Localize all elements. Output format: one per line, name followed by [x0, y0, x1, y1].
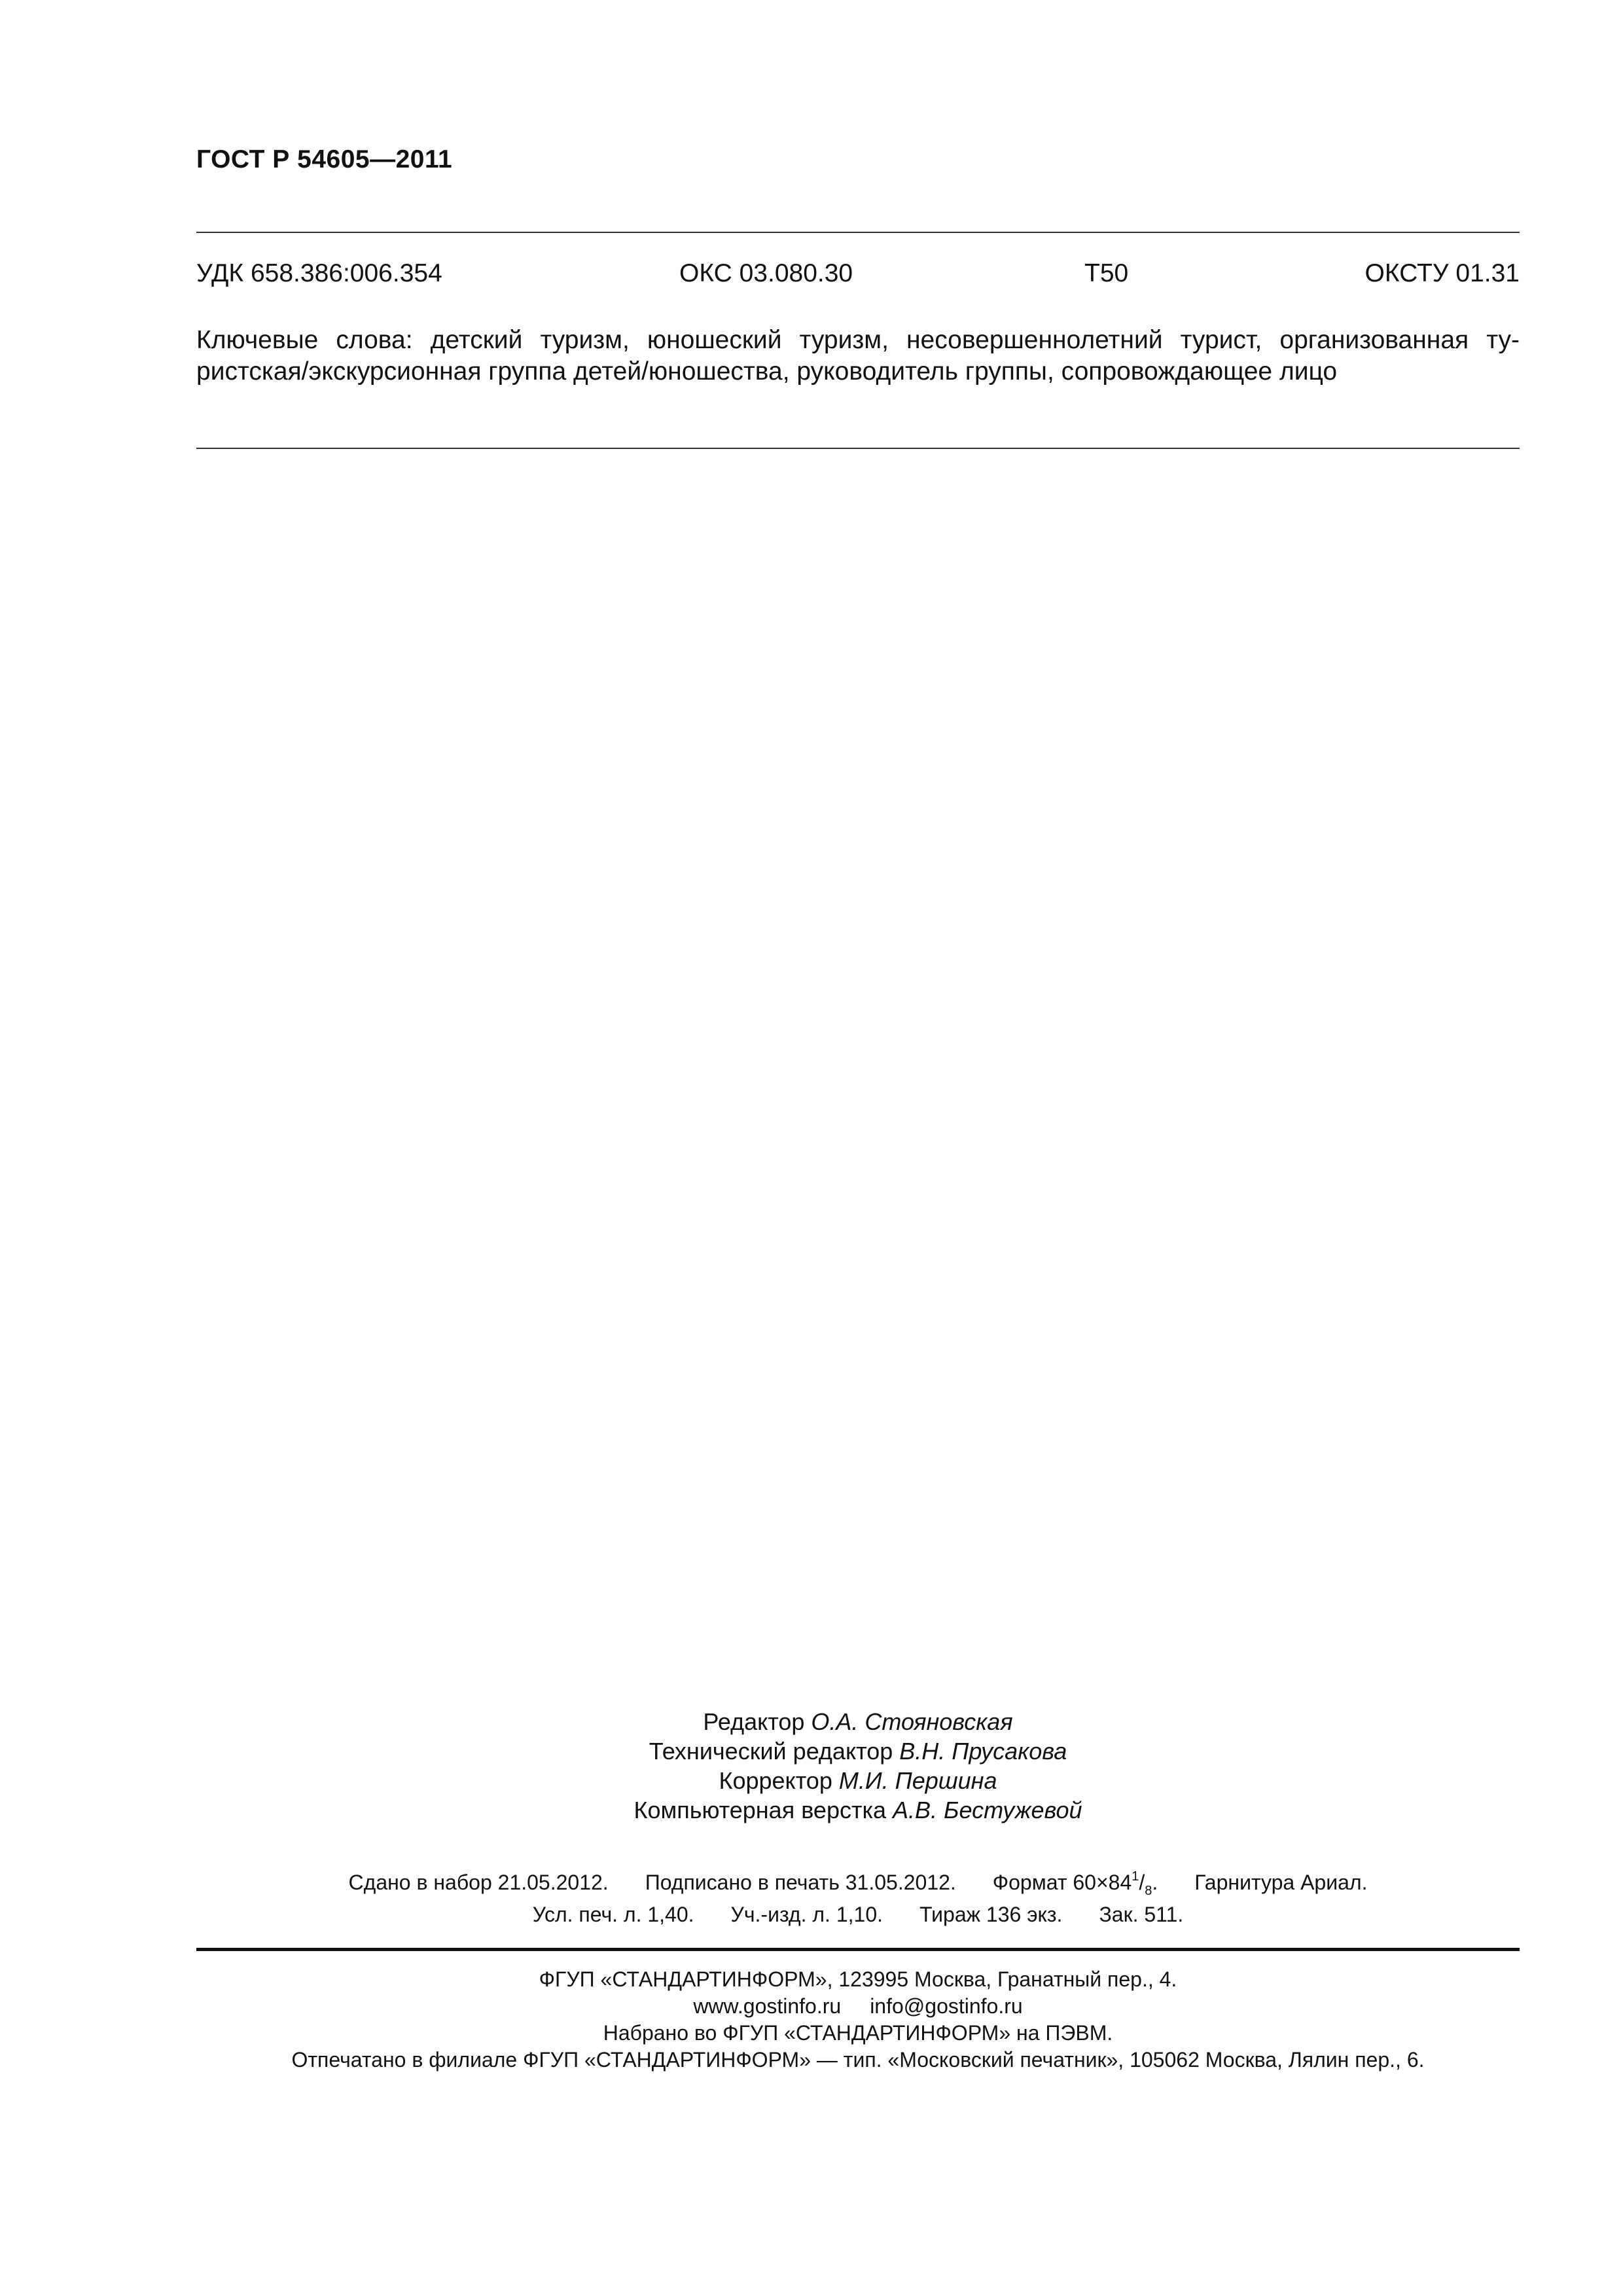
format-end: .	[1152, 1871, 1158, 1894]
typeface: Гарнитура Ариал.	[1194, 1871, 1368, 1894]
print-info-line-2	[196, 1903, 1520, 1927]
format-slash: /	[1139, 1871, 1145, 1894]
oks-code: ОКС 03.080.30	[679, 259, 853, 287]
credit-editor	[196, 1708, 1520, 1736]
credit-name: В.Н. Прусакова	[899, 1738, 1067, 1765]
credit-name: М.И. Першина	[838, 1767, 997, 1794]
print-sheets: Усл. печ. л. 1,40.	[532, 1903, 694, 1926]
signed-date: Подписано в печать 31.05.2012.	[645, 1871, 956, 1894]
credit-technical-editor	[196, 1738, 1520, 1765]
keywords-line-2: ристская/экскурсионная группа детей/юношества, руководитель группы, сопровождающее лицо	[196, 357, 1338, 386]
credit-role: Корректор	[719, 1767, 832, 1794]
top-divider	[196, 232, 1520, 233]
circulation: Тираж 136 экз.	[919, 1903, 1063, 1926]
paper-format	[992, 1869, 1158, 1898]
credit-role: Редактор	[703, 1708, 805, 1735]
print-info-line-1	[196, 1869, 1520, 1898]
submitted-date: Сдано в набор 21.05.2012.	[348, 1871, 609, 1894]
keywords-line-1: Ключевые слова: детский туризм, юношеский туризм, несовершеннолетний турист, организованная ту-	[196, 326, 1520, 354]
document-code: ГОСТ Р 54605—2011	[196, 145, 453, 173]
publisher-email: info@gostinfo.ru	[870, 1994, 1023, 2018]
udk-code: УДК 658.386:006.354	[196, 259, 442, 287]
credit-role: Технический редактор	[649, 1738, 893, 1765]
credit-role: Компьютерная верстка	[633, 1797, 893, 1823]
publisher-website: www.gostinfo.ru	[693, 1994, 842, 2018]
publisher-address: ФГУП «СТАНДАРТИНФОРМ», 123995 Москва, Гранатный пер., 4.	[539, 1967, 1177, 1991]
credit-layout	[196, 1797, 1520, 1824]
format-sub: 8	[1145, 1884, 1152, 1898]
order-number: Зак. 511.	[1099, 1903, 1184, 1926]
credit-name: А.В. Бестужевой	[893, 1797, 1082, 1823]
classification-row	[196, 259, 1520, 292]
okstu-code: ОКСТУ 01.31	[1364, 259, 1520, 287]
keywords-divider	[196, 448, 1520, 449]
t-code: Т50	[1084, 259, 1129, 287]
format-prefix: Формат 60×84	[992, 1871, 1132, 1894]
typeset-note: Набрано во ФГУП «СТАНДАРТИНФОРМ» на ПЭВМ.	[603, 2021, 1113, 2045]
credit-name: О.А. Стояновская	[811, 1708, 1013, 1735]
format-sup: 1	[1132, 1869, 1139, 1884]
publisher-contacts	[196, 1994, 1520, 2018]
printing-note: Отпечатано в филиале ФГУП «СТАНДАРТИНФОРМ» — тип. «Московский печатник», 105062 Москва, Лялин пер., 6.	[291, 2048, 1425, 2072]
publisher-sheets: Уч.-изд. л. 1,10.	[730, 1903, 883, 1926]
publisher-divider	[196, 1948, 1520, 1951]
credit-proofreader	[196, 1767, 1520, 1795]
